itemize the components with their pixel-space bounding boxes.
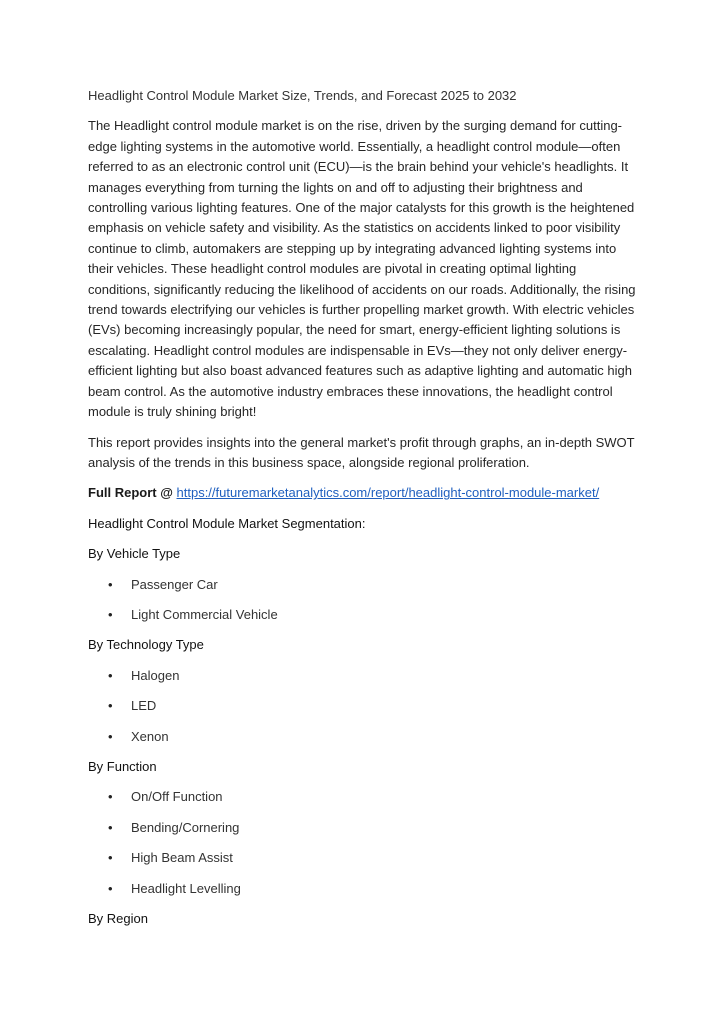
full-report-link[interactable]: https://futuremarketanalytics.com/report/headlight-control-module-market/ <box>176 485 600 501</box>
list-item <box>88 605 636 625</box>
document-title: Headlight Control Module Market Size, Trends, and Forecast 2025 to 2032 <box>88 88 517 103</box>
list-item <box>88 575 636 595</box>
document-page <box>88 86 636 939</box>
intro-paragraph: The Headlight control module market is on the rise, driven by the surging demand for cutting-edge lighting systems in the automotive world. Essentially, a headlight control module—often referred to as an electronic control unit (ECU)—is the brain behind your vehicle's headlights. It manages everything from turning the lights on and off to adjusting their brightness and controlling various lighting features. One of the major catalysts for this growth is the heightened emphasis on vehicle safety and visibility. As the statistics on accidents linked to poor visibility continue to climb, automakers are stepping up by integrating advanced lighting systems into their vehicles. These headlight control modules are pivotal in creating optimal lighting conditions, significantly reducing the likelihood of accidents on our roads. Additionally, the rising trend towards electrifying our vehicles is further propelling market growth. With electric vehicles (EVs) becoming increasingly popular, the need for smart, energy-efficient lighting solutions is escalating. Headlight control modules are indispensable in EVs—they not only deliver energy-efficient lighting but also boast advanced features such as adaptive lighting and automatic high beam control. As the automotive industry embraces these innovations, the headlight control module is truly shining bright! <box>88 118 636 420</box>
list-item <box>88 727 636 747</box>
bullet-icon: • <box>108 728 113 744</box>
section-heading-region: By Region <box>88 911 148 926</box>
bullet-icon: • <box>108 880 113 896</box>
bullet-icon: • <box>108 576 113 592</box>
list-item-label: Halogen <box>131 667 180 683</box>
segmentation-heading: Headlight Control Module Market Segmentation: <box>88 515 366 531</box>
list-item <box>88 666 636 686</box>
list-item-label: Bending/Cornering <box>131 819 240 835</box>
bullet-icon: • <box>108 667 113 683</box>
technology-type-list <box>88 666 636 747</box>
list-item <box>88 879 636 899</box>
bullet-icon: • <box>108 819 113 835</box>
list-item-label: Xenon <box>131 728 169 744</box>
list-item <box>88 848 636 868</box>
full-report-line <box>88 483 636 503</box>
bullet-icon: • <box>108 606 113 622</box>
list-item <box>88 818 636 838</box>
bullet-icon: • <box>108 789 113 805</box>
list-item <box>88 787 636 807</box>
report-paragraph: This report provides insights into the general market's profit through graphs, an in-depth SWOT analysis of the trends in this business space, alongside regional proliferation. <box>88 434 635 470</box>
function-list <box>88 787 636 899</box>
bullet-icon: • <box>108 698 113 714</box>
full-report-label: Full Report @ <box>88 485 177 501</box>
list-item-label: On/Off Function <box>131 789 223 805</box>
list-item-label: Passenger Car <box>131 576 218 592</box>
section-heading-vehicle-type: By Vehicle Type <box>88 546 181 562</box>
list-item-label: High Beam Assist <box>131 850 233 866</box>
bullet-icon: • <box>108 850 113 866</box>
section-heading-function: By Function <box>88 758 157 774</box>
section-heading-technology-type: By Technology Type <box>88 637 204 653</box>
vehicle-type-list <box>88 575 636 626</box>
list-item-label: Headlight Levelling <box>131 880 241 896</box>
list-item-label: Light Commercial Vehicle <box>131 606 278 622</box>
list-item <box>88 696 636 716</box>
list-item-label: LED <box>131 698 157 714</box>
